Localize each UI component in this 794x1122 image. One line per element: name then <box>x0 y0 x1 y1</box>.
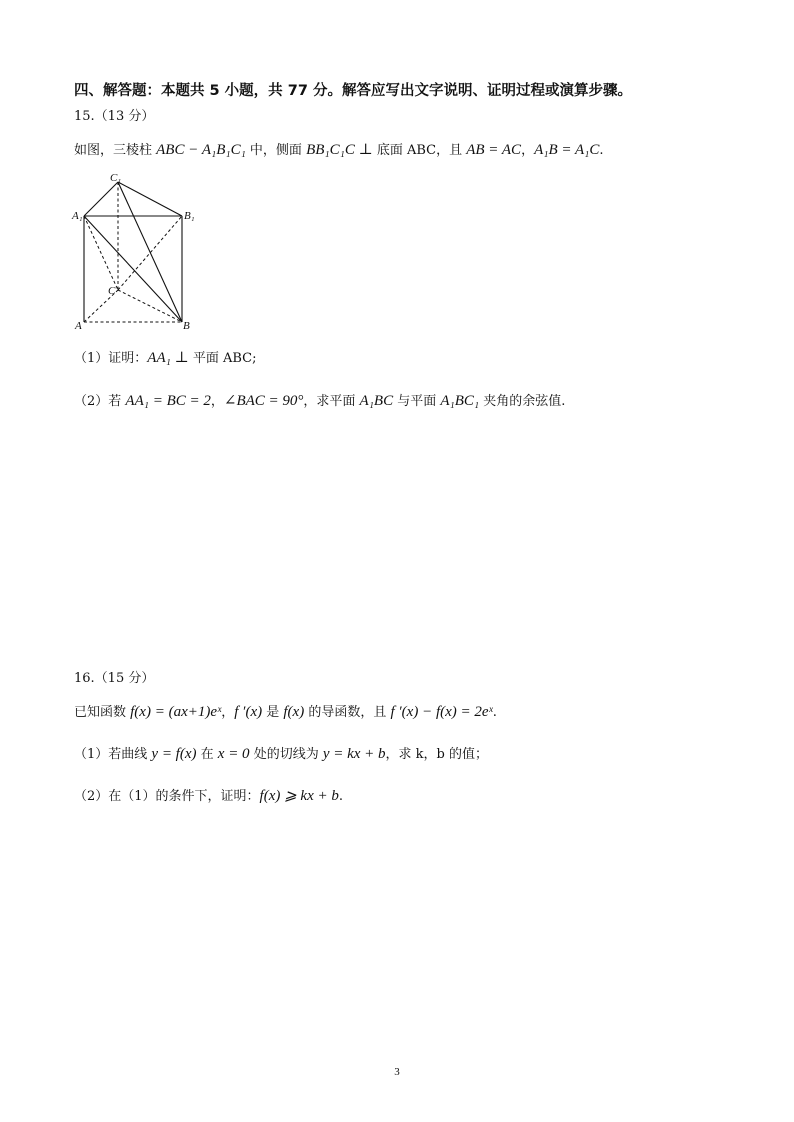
q15-part2-math-2: ∠BAC = 90° <box>223 393 304 409</box>
q15-part2-text-1: （2）若 <box>74 394 126 409</box>
q15-part1-text-1: （1）证明： <box>74 351 148 366</box>
q16-part2-text-2: . <box>338 789 344 804</box>
q16-stem-math-4: f ′(x) − f(x) = 2eˣ <box>390 704 493 720</box>
q16-part1-text-2: 在 <box>196 747 218 762</box>
q16-stem-text-3: 是 <box>262 705 284 720</box>
q16-stem-text-5: . <box>492 705 497 720</box>
vertex-label-c: C <box>108 285 116 297</box>
q15-stem-text-3: 底面 ABC，且 <box>372 143 467 158</box>
vertex-label-b1: B₁ <box>184 210 195 222</box>
section-header: 四、解答题：本题共 5 小题，共 77 分。解答应写出文字说明、证明过程或演算步骤。 <box>74 83 632 99</box>
q15-stem-text-5: . <box>599 143 604 158</box>
q15-number: 15.（13 分） <box>74 109 155 124</box>
q15-stem-math-4: A₁B = A₁C <box>534 142 600 158</box>
vertex-label-b: B <box>183 320 190 332</box>
q16-part2 <box>74 787 343 806</box>
vertex-label-c1: C₁ <box>110 172 122 184</box>
q16-stem-math-2: f ′(x) <box>234 704 263 720</box>
q16-part1-text-3: 处的切线为 <box>249 747 323 762</box>
q15-part2-text-2: ， <box>210 394 224 409</box>
q15-stem <box>74 141 604 160</box>
q15-stem-math-3: AB = AC <box>466 142 522 158</box>
q15-part2-text-3: ，求平面 <box>303 394 360 409</box>
q16-part1-text-1: （1）若曲线 <box>74 747 152 762</box>
q16-stem-text-1: 已知函数 <box>74 705 131 720</box>
q16-stem-text-4: 的导函数，且 <box>304 705 391 720</box>
q15-part2 <box>74 392 565 411</box>
prism-figure <box>70 170 200 335</box>
q16-part2-text-1: （2）在（1）的条件下，证明： <box>74 789 260 804</box>
q15-stem-text-1: 如图，三棱柱 <box>74 143 157 158</box>
q16-part1-math-3: y = kx + b <box>322 746 386 762</box>
q15-part2-math-4: A₁BC₁ <box>440 393 480 409</box>
q15-stem-text-2: 中，侧面 <box>245 143 307 158</box>
q15-stem-text-4: ， <box>521 143 535 158</box>
q16-stem-text-2: ， <box>221 705 235 720</box>
vertex-label-a: A <box>75 320 82 332</box>
q15-part1-text-2: 平面 ABC; <box>188 351 257 366</box>
q16-stem <box>74 703 497 722</box>
vertex-label-a1: A₁ <box>72 210 83 222</box>
page-number: 3 <box>394 1066 400 1078</box>
q15-stem-math-2: BB₁C₁C ⊥ <box>306 142 373 158</box>
q15-part1 <box>74 349 256 368</box>
q16-part1 <box>74 745 488 764</box>
q15-part2-text-5: 夹角的余弦值. <box>479 394 566 409</box>
q16-stem-math-3: f(x) <box>283 704 305 720</box>
q16-part1-text-4: ，求 k，b 的值； <box>385 747 489 762</box>
q16-part1-math-2: x = 0 <box>217 746 250 762</box>
q15-part2-math-1: AA₁ = BC = 2 <box>125 393 211 409</box>
q16-number: 16.（15 分） <box>74 671 155 686</box>
q15-part2-text-4: 与平面 <box>393 394 441 409</box>
q16-part2-math: f(x) ⩾ kx + b <box>259 788 339 804</box>
q16-stem-math-1: f(x) = (ax+1)eˣ <box>130 704 222 720</box>
q15-stem-math-1: ABC − A₁B₁C₁ <box>156 142 246 158</box>
q15-part1-math: AA₁ ⊥ <box>147 350 189 366</box>
q16-part1-math-1: y = f(x) <box>151 746 197 762</box>
q15-part2-math-3: A₁BC <box>359 393 394 409</box>
